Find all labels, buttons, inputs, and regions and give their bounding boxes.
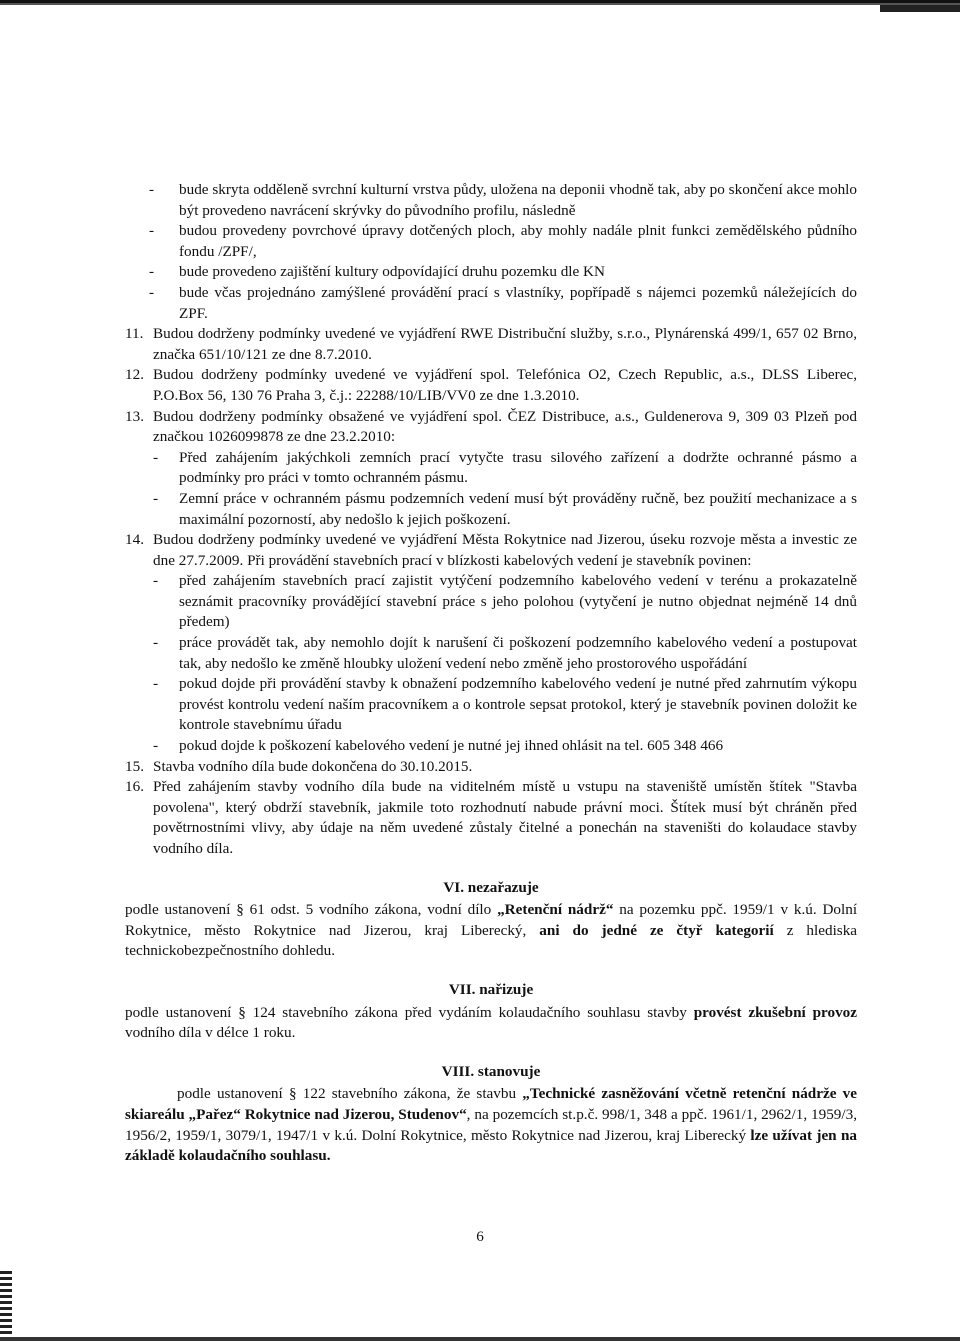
section-heading-vii: VII. nařizuje [448, 980, 534, 998]
section-sign: § [288, 1085, 297, 1103]
section-sign: § [236, 901, 244, 919]
dash-item [125, 180, 857, 221]
dash-marker: - [149, 283, 155, 301]
sub-item [125, 736, 857, 757]
sub-item-text: před zahájením stavebních prací zajistit vytýčení podzemního kabelového vedení v terénu a prokazatelně seznámit pracovníky provádějící stavební práce s jeho polohou (vytyčení je nutno objednat nejméně 14 dnů předem) [179, 572, 857, 631]
scan-edge-top [0, 0, 960, 14]
item-number: 15. [125, 757, 144, 775]
dash-marker: - [153, 448, 159, 466]
dash-marker: - [153, 675, 159, 693]
bold-run: provést zkušební provoz [693, 1003, 858, 1021]
section-heading-viii: VIII. stanovuje [441, 1062, 541, 1080]
numbered-item-12 [125, 365, 857, 406]
item-number: 16. [125, 778, 144, 796]
scan-edge-mark [880, 5, 960, 12]
bold-run: lze užívat jen na základě kolaudačního souhlasu. [125, 1126, 857, 1165]
text-run: podle ustanovení [125, 901, 231, 919]
item-text: Budou dodrženy podmínky uvedené ve vyjádření spol. Telefónica O2, Czech Republic, a.s., DLSS Liberec, P.O.Box 56, 130 76 Praha 3, č.j.: 22288/10/LIB/VV0 ze dne 1.3.2010. [153, 366, 857, 404]
item-number: 13. [125, 407, 144, 425]
dash-item-text: budou provedeny povrchové úpravy dotčených ploch, aby mohly nadále plnit funkci zemědělského půdního fondu /ZPF/, [179, 222, 857, 260]
dash-item [125, 283, 857, 324]
bold-run: ani do jedné ze čtyř kategorií [539, 921, 774, 939]
dash-marker: - [153, 572, 159, 590]
dash-item [125, 221, 857, 262]
numbered-item-13 [125, 407, 857, 448]
item-text: Před zahájením stavby vodního díla bude na viditelném místě u vstupu na staveniště umístěn štítek "Stavba povolena", který obdrží stavebník, jakmile toto rozhodnutí nabude právní moci. Štítek musí být chráněn před povětrnostními vlivy, aby údaje na něm uvedené zůstaly čitelné a ponechán na staveništi do kolaudace stavby vodního díla. [153, 778, 857, 857]
sub-item-text: Zemní práce v ochranném pásmu podzemních vedení musí být prováděny ručně, bez použití mechanizace a s maximální pozorností, aby nedošlo k jejich poškození. [179, 489, 857, 528]
item-text: Stavba vodního díla bude dokončena do 30.10.2015. [153, 757, 473, 775]
numbered-item-15 [125, 757, 857, 778]
item-text: Budou dodrženy podmínky uvedené ve vyjádření RWE Distribuční služby, s.r.o., Plynárenská 499/1, 657 02 Brno, značka 651/10/121 ze dne 8.7.2010. [153, 325, 857, 363]
dash-marker: - [153, 737, 159, 755]
bold-run: „Technické zasněžování včetně retenční nádrže ve skiareálu „Pařez“ Rokytnice nad Jizerou, Studenov“ [125, 1085, 857, 1123]
numbered-item-16 [125, 777, 857, 859]
dash-marker: - [149, 181, 155, 198]
dash-item-text: bude skryta odděleně svrchní kulturní vrstva půdy, uložena na deponii vhodně tak, aby po skončení akce mohlo být provedeno navrácení skrývky do původního profilu, následně [179, 181, 857, 219]
dash-item-text: bude provedeno zajištění kultury odpovídající druhu pozemku dle KN [179, 263, 605, 281]
sub-item [125, 489, 857, 530]
sub-item-text: Před zahájením jakýchkoli zemních prací vytyčte trasu silového zařízení a dodržte ochranné pásmo a podmínky pro práci v tomto ochranném pásmu. [179, 448, 857, 487]
sub-item [125, 674, 857, 736]
item-text: Budou dodrženy podmínky obsažené ve vyjádření spol. ČEZ Distribuce, a.s., Guldenerova 9, 309 03 Plzeň pod značkou 1026099878 ze dne 23.2.2010: [153, 407, 857, 446]
item-number: 14. [125, 531, 144, 549]
text-run: na pozemku ppč. 1959/1 v k.ú. Dolní Rokytnice, město Rokytnice nad Jizerou, kraj Liberecký, [125, 901, 858, 939]
text-run: podle ustanovení [177, 1085, 283, 1103]
item-text: Budou dodrženy podmínky uvedené ve vyjádření Města Rokytnice nad Jizerou, úseku rozvoje města a investic ze dne 27.7.2009. Při provádění stavebních prací v blízkosti kabelových vedení je stavebník povinen: [153, 531, 857, 569]
text-run: vodního díla v délce 1 roku. [125, 1024, 296, 1042]
text-run: podle ustanovení [125, 1003, 232, 1021]
dash-marker: - [153, 489, 159, 507]
item-number: 11. [125, 325, 144, 343]
dash-marker: - [153, 634, 159, 652]
scan-edge-bottom [0, 1337, 960, 1341]
numbered-item-11 [125, 324, 857, 365]
dash-item-text: bude včas projednáno zamýšlené provádění prací s vlastníky, popřípadě s nájemci pozemků náležejících do ZPF. [179, 283, 857, 322]
sub-item [125, 448, 857, 489]
scan-edge-barcode [0, 1271, 12, 1341]
sub-item [125, 571, 857, 633]
section-sign: § [238, 1003, 246, 1021]
text-run: 122 stavebního zákona, že stavbu [302, 1085, 517, 1103]
numbered-item-14 [125, 530, 857, 571]
sub-item [125, 633, 857, 674]
page-number: 6 [476, 1228, 484, 1245]
sub-item-text: práce provádět tak, aby nemohlo dojít k narušení či poškození podzemního kabelového vedení a postupovat tak, aby nedošlo ke změně hloubky uložení vedení nebo změně jeho prostorového uspořádání [179, 634, 857, 672]
sub-item-text: pokud dojde k poškození kabelového vedení je nutné jej ihned ohlásit na tel. 605 348 466 [179, 737, 724, 755]
bold-run: „Retenční nádrž“ [497, 901, 614, 919]
document-body [125, 180, 857, 1167]
text-run: , na pozemcích st.p.č. 998/1, 348 a ppč. 1961/1, 2962/1, 1959/3, 1956/2, 1959/1, 3079/1, 1947/1 v k.ú. Dolní Rokytnice, město Rokytnice nad Jizerou, kraj Liberecký [125, 1105, 857, 1144]
dash-item [125, 262, 857, 283]
section-vii-paragraph [125, 1003, 857, 1044]
dash-marker: - [149, 263, 155, 281]
item-number: 12. [125, 366, 144, 384]
section-viii-paragraph [125, 1084, 857, 1166]
section-vi-paragraph [125, 900, 857, 962]
section-heading-vi: VI. nezařazuje [443, 878, 539, 896]
dash-marker: - [149, 222, 155, 240]
text-run: 124 stavebního zákona před vydáním kolaudačního souhlasu stavby [252, 1003, 687, 1021]
text-run: 61 odst. 5 vodního zákona, vodní dílo [249, 901, 492, 919]
text-run: z hlediska technickobezpečnostního dohledu. [125, 921, 858, 960]
sub-item-text: pokud dojde při provádění stavby k obnažení podzemního kabelového vedení je nutné před zahrnutím výkopu provést kontrolu vedení naším pracovníkem a o kontrole sepsat protokol, který je stavebník povinen doložit ke kontrole stavebnímu úřadu [179, 675, 857, 734]
